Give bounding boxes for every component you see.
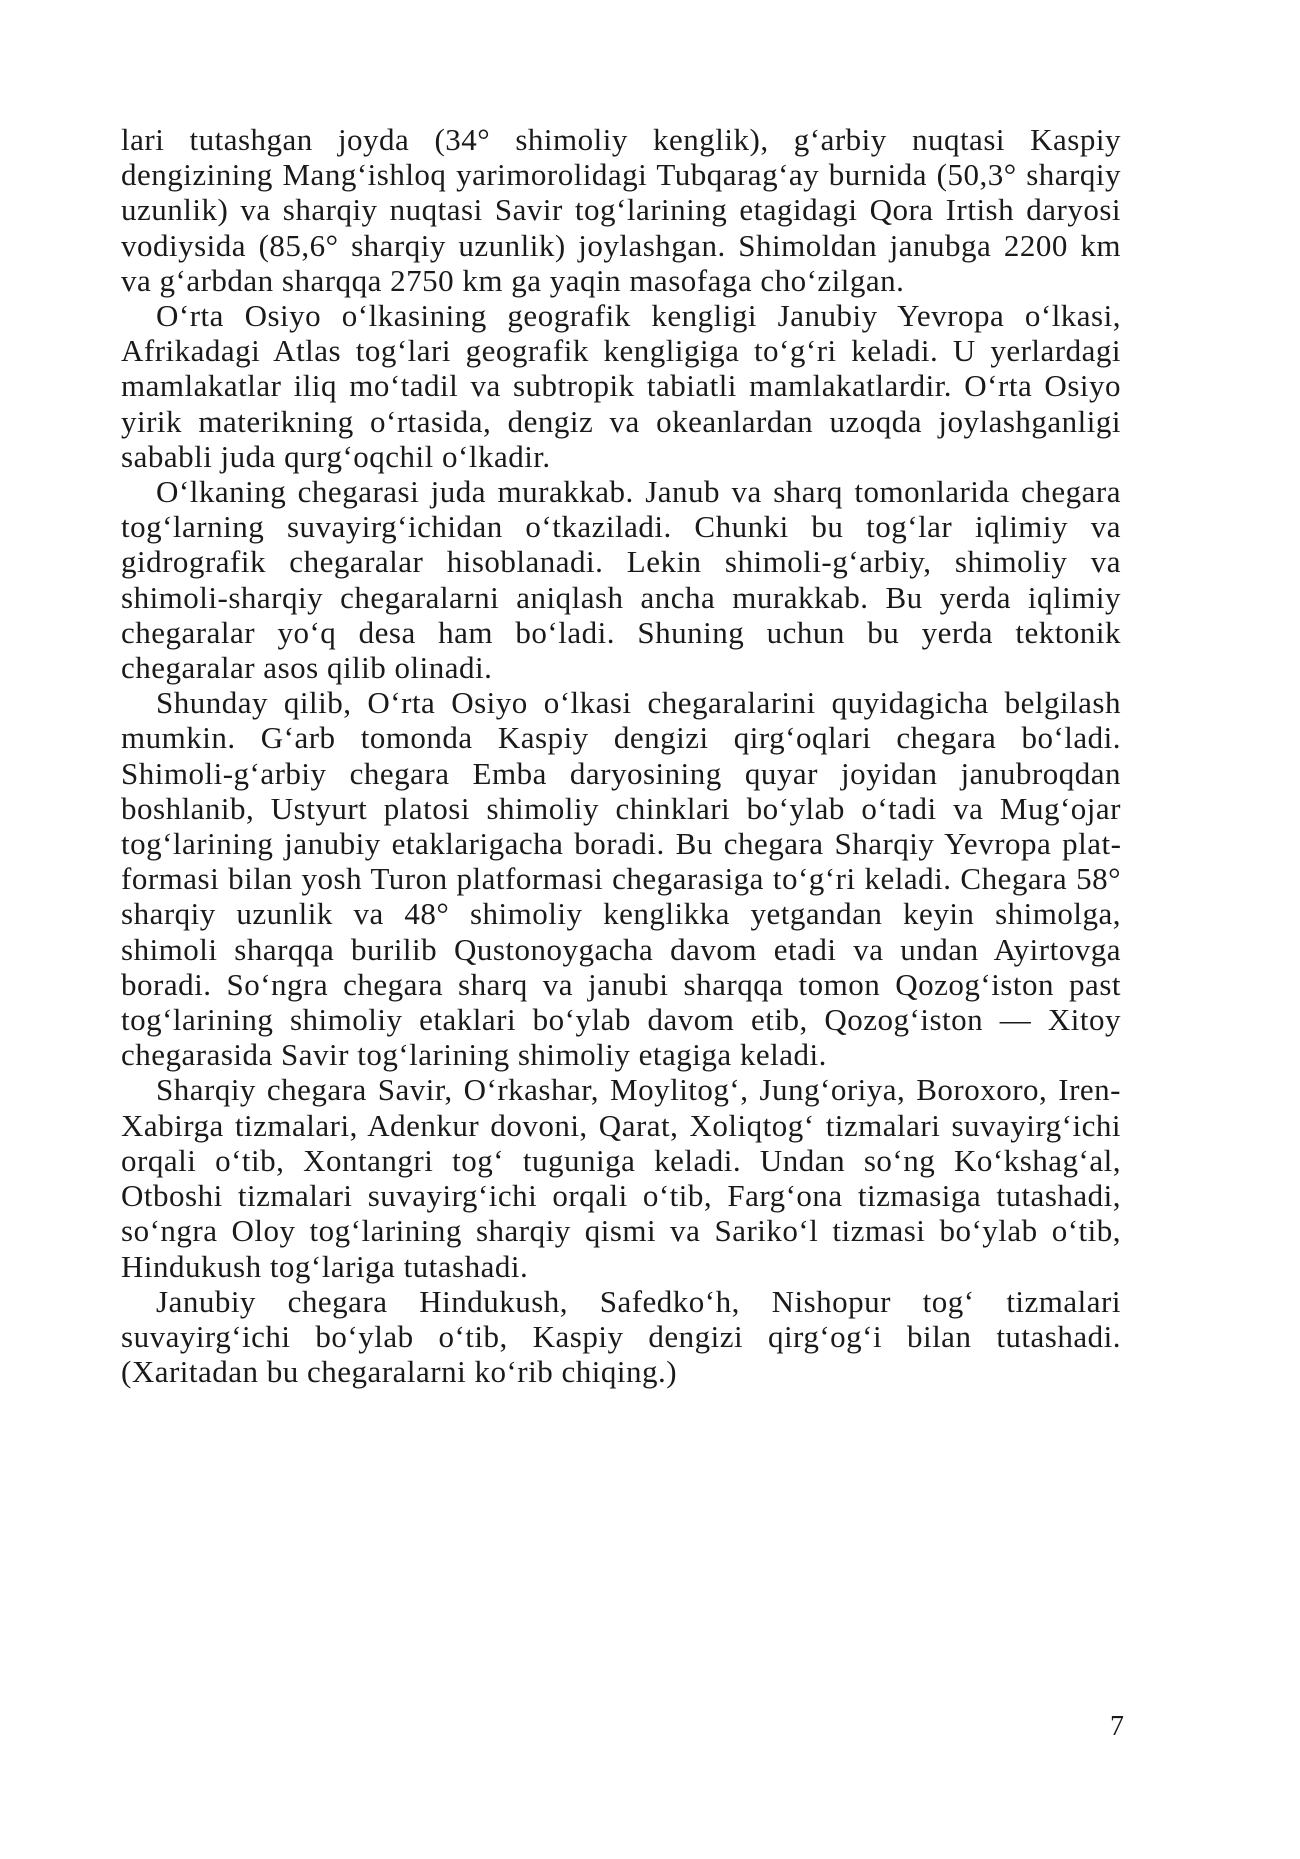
paragraph-4: Shunday qilib, O‘rta Osiyo o‘lkasi chegaralarini quyidagicha belgilash mumkin. G‘arb tomonda Kaspiy dengizi qirg‘oqlari chegara bo‘ladi. Shimoli-g‘arbiy chegara Emba daryosining quyar joyidan janubroqdan boshlanib, Ustyurt platosi shimoliy chinklari bo‘ylab o‘tadi va Mug‘ojar tog‘larining janubiy etaklarigacha boradi. Bu chegara Sharqiy Yevropa platformasi bilan yosh Turon platformasi chegarasiga to‘g‘ri keladi. Chegara 58° sharqiy uzunlik va 48° shimoliy kenglikka yetgandan keyin shimolga, shimoli sharqqa burilib Qustonoygacha davom etadi va undan Ayirtovga boradi. So‘ngra chegara sharq va janubi sharqqa tomon Qozog‘iston past tog‘larining shimoliy etaklari bo‘ylab davom etib, Qozog‘iston — Xitoy chegarasida Savir tog‘larining shimoliy etagiga keladi.: [121, 685, 1121, 1073]
paragraph-1: lari tutashgan joyda (34° shimoliy kenglik), g‘arbiy nuqtasi Kaspiy dengizining Mang‘ishloq yarimorolidagi Tubqarag‘ay burnida (50,3° sharqiy uzunlik) va sharqiy nuqtasi Savir tog‘larining etagidagi Qora Irtish daryosi vodiysida (85,6° sharqiy uzunlik) joylashgan. Shimoldan janubga 2200 km va g‘arbdan sharqqa 2750 km ga yaqin masofaga cho‘zilgan.: [121, 122, 1121, 298]
paragraph-2: O‘rta Osiyo o‘lkasining geografik kengligi Janubiy Yevropa o‘lkasi, Afrikadagi Atlas tog‘lari geografik kengligiga to‘g‘ri keladi. U yerlardagi mamlakatlar iliq mo‘tadil va subtropik tabiatli mamlakatlardir. O‘rta Osiyo yirik materikning o‘rtasida, dengiz va okeanlardan uzoqda joylashganligi sababli juda qurg‘oqchil o‘lkadir.: [121, 298, 1121, 474]
page-number: 7: [1110, 1711, 1124, 1742]
page-body: [121, 122, 1121, 1389]
paragraph-5: Sharqiy chegara Savir, O‘rkashar, Moylitog‘, Jung‘oriya, Boroxoro, Iren-Xabirga tizmalari, Adenkur dovoni, Qarat, Xoliqtog‘ tizmalari suvayirg‘ichi orqali o‘tib, Xontangri tog‘ tuguniga keladi. Undan so‘ng Ko‘kshag‘al, Otboshi tizmalari suvayirg‘ichi orqali o‘tib, Farg‘ona tizmasiga tutashadi, so‘ngra Oloy tog‘larining sharqiy qismi va Sariko‘l tizmasi bo‘ylab o‘tib, Hindukush tog‘lariga tutashadi.: [121, 1072, 1121, 1284]
paragraph-3: O‘lkaning chegarasi juda murakkab. Janub va sharq tomonlarida chegara tog‘larning suvayirg‘ichidan o‘tkaziladi. Chunki bu tog‘lar iqlimiy va gidrografik chegaralar hisoblanadi. Lekin shimoli-g‘arbiy, shimoliy va shimoli-sharqiy chegaralarni aniqlash ancha murakkab. Bu yerda iqlimiy chegaralar yo‘q desa ham bo‘ladi. Shuning uchun bu yerda tektonik chegaralar asos qilib olinadi.: [121, 474, 1121, 686]
paragraph-6: Janubiy chegara Hindukush, Safedko‘h, Nishopur tog‘ tizmalari suvayirg‘ichi bo‘ylab o‘tib, Kaspiy dengizi qirg‘og‘i bilan tutashadi. (Xaritadan bu chegaralarni ko‘rib chiqing.): [121, 1283, 1121, 1390]
